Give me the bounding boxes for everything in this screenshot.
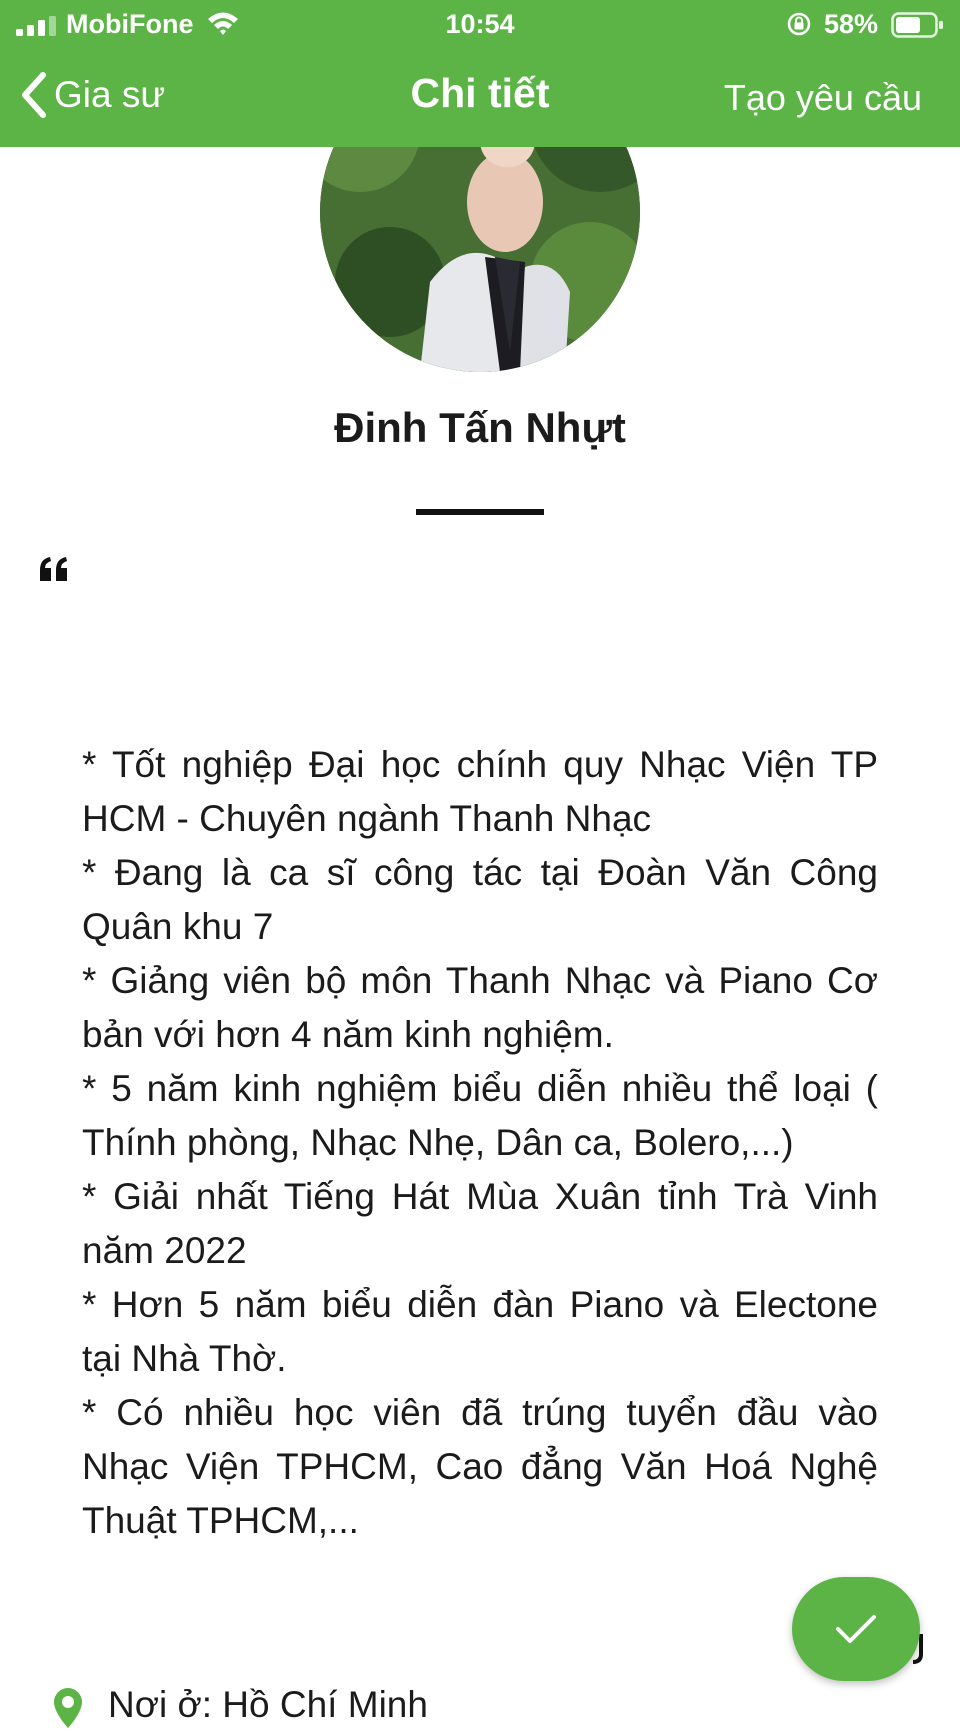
confirm-fab-button[interactable] [792, 1577, 920, 1681]
bio-line: * Tốt nghiệp Đại học chính quy Nhạc Viện TP HCM - Chuyên ngành Thanh Nhạc [82, 744, 878, 839]
bio-line: * Giảng viên bộ môn Thanh Nhạc và Piano Cơ bản với hơn 4 năm kinh nghiệm. [82, 960, 878, 1055]
bio-line: * Giải nhất Tiếng Hát Mùa Xuân tỉnh Trà Vinh năm 2022 [82, 1176, 878, 1271]
back-label: Gia sư [54, 74, 166, 115]
quote-icon [38, 555, 70, 583]
location-row [50, 1680, 810, 1725]
bio-line: * Đang là ca sĩ công tác tại Đoàn Văn Công Quân khu 7 [82, 852, 878, 947]
tutor-name: Đinh Tấn Nhựt [334, 404, 626, 451]
clock: 10:54 [445, 9, 515, 39]
location-text: Nơi ở: Hồ Chí Minh [108, 1684, 428, 1725]
bio-line: * 5 năm kinh nghiệm biểu diễn nhiều thể loại ( Thính phòng, Nhạc Nhẹ, Dân ca, Bolero,...) [82, 1068, 878, 1163]
status-bar [0, 0, 960, 48]
tutor-bio [82, 738, 878, 1548]
battery-percent: 58% [824, 9, 879, 39]
bio-line: * Hơn 5 năm biểu diễn đàn Piano và Electone tại Nhà Thờ. [82, 1284, 878, 1379]
name-divider [416, 509, 544, 515]
app-header [0, 0, 960, 147]
bio-line: * Có nhiều học viên đã trúng tuyển đầu vào Nhạc Viện TPHCM, Cao đẳng Văn Hoá Nghệ Thuật TPHCM,... [82, 1392, 878, 1541]
rotation-lock-icon [786, 11, 812, 37]
create-request-button[interactable]: Tạo yêu cầu [723, 77, 922, 118]
carrier-name: MobiFone [66, 9, 194, 39]
battery-icon [891, 12, 945, 38]
location-pin-icon [50, 1686, 86, 1732]
checkmark-icon [834, 1611, 878, 1647]
page-title: Chi tiết [410, 70, 550, 116]
